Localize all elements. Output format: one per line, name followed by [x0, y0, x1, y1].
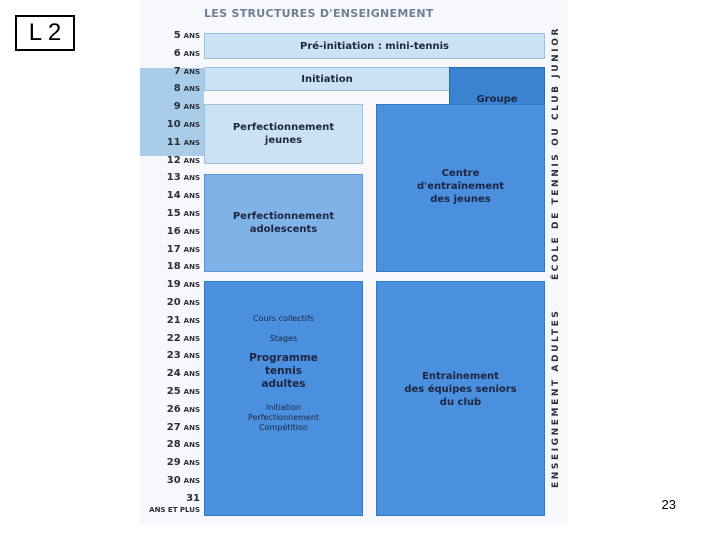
- age-row: [140, 276, 200, 294]
- groupe-avenir-line: Groupe: [476, 93, 518, 105]
- age-number: 19: [166, 279, 181, 291]
- age-number: 11: [166, 136, 181, 148]
- age-unit: ANS: [183, 227, 200, 236]
- level-item: Initiation: [265, 403, 302, 412]
- age-unit: ANS: [183, 120, 200, 129]
- age-unit: ANS: [183, 459, 200, 468]
- box-initiation: [204, 67, 450, 91]
- level-item: Compétition: [259, 423, 308, 432]
- age-unit: ANS: [183, 192, 200, 201]
- age-unit: ANS: [183, 370, 200, 379]
- perf-jeunes-line: jeunes: [264, 135, 303, 146]
- age-unit: ANS: [183, 387, 200, 396]
- age-number: 27: [166, 421, 181, 433]
- centre-line: d'entraînement: [416, 180, 504, 192]
- age-number: 15: [166, 207, 181, 219]
- age-unit: ANS: [183, 103, 200, 112]
- age-unit: ANS: [183, 156, 200, 165]
- box-centre-entrainement: [376, 104, 545, 272]
- age-row: [140, 436, 200, 454]
- stages-label: Stages: [269, 334, 298, 343]
- level-item: Perfectionnement: [247, 413, 320, 422]
- age-row: [140, 116, 200, 134]
- age-unit: ANS: [183, 67, 200, 76]
- centre-text: [417, 167, 504, 206]
- age-number: 28: [166, 439, 181, 451]
- cours-collectifs-label: Cours collectifs: [253, 314, 314, 323]
- age-unit: ANS: [183, 316, 200, 325]
- age-unit: ANS: [183, 209, 200, 218]
- age-row: [140, 27, 200, 45]
- age-unit: ANS: [183, 298, 200, 307]
- box-equipes-seniors: [376, 281, 545, 516]
- age-number: 26: [166, 403, 181, 415]
- figure-title: LES STRUCTURES D'ENSEIGNEMENT: [204, 7, 434, 20]
- teaching-structures-figure: [140, 0, 568, 525]
- age-unit: ANS: [183, 334, 200, 343]
- age-row: [140, 294, 200, 312]
- age-row: [140, 347, 200, 365]
- perf-jeunes-line: Perfectionnement: [232, 122, 335, 133]
- label-enseignement-adultes: ENSEIGNEMENT ADULTES: [551, 308, 561, 489]
- perf-ado-line: Perfectionnement: [232, 211, 335, 222]
- age-row: [140, 223, 200, 241]
- age-unit: ANS: [183, 85, 200, 94]
- age-row: [140, 241, 200, 259]
- age-unit: ANS: [183, 441, 200, 450]
- age-row: [140, 134, 200, 152]
- age-column: [140, 27, 200, 514]
- level-list: [248, 403, 319, 433]
- age-number: 13: [166, 172, 181, 184]
- age-number: 5: [173, 30, 181, 41]
- age-number: 16: [166, 225, 181, 237]
- age-number: 17: [166, 243, 181, 255]
- age-number: 31: [186, 492, 200, 504]
- age-number: 24: [166, 368, 181, 380]
- age-number: 29: [166, 457, 181, 469]
- centre-line: Centre: [441, 167, 480, 179]
- slide-label: L 2: [15, 15, 75, 51]
- age-unit: ANS: [183, 138, 200, 147]
- age-row: [140, 401, 200, 419]
- age-unit: ANS: [183, 476, 200, 485]
- seniors-text: [404, 370, 516, 409]
- age-row: [140, 312, 200, 330]
- pre-initiation-label: Pré-initiation : mini-tennis: [299, 40, 449, 52]
- label-ecole-tennis: ÉCOLE DE TENNIS OU CLUB JUNIOR: [551, 25, 561, 280]
- age-unit: ANS: [183, 263, 200, 272]
- programme-line: Programme: [249, 352, 318, 364]
- age-row: [140, 258, 200, 276]
- age-number: 30: [166, 474, 181, 486]
- age-unit: ANS: [183, 49, 200, 58]
- age-row: [140, 454, 200, 472]
- age-number: 10: [166, 118, 181, 130]
- seniors-line: du club: [439, 397, 482, 408]
- box-perf-jeunes: [204, 104, 363, 164]
- seniors-line: Entraînement: [422, 371, 499, 382]
- age-row: [140, 490, 200, 514]
- age-number: 18: [166, 261, 181, 273]
- age-number: 21: [166, 314, 181, 326]
- age-number: 7: [173, 65, 181, 77]
- page-number: 23: [661, 497, 676, 512]
- seniors-line: des équipes seniors: [404, 384, 517, 395]
- age-row: [140, 330, 200, 348]
- age-unit: ANS: [183, 281, 200, 290]
- age-row: [140, 152, 200, 170]
- age-row: [140, 169, 200, 187]
- age-row: [140, 98, 200, 116]
- initiation-label: Initiation: [301, 73, 353, 85]
- programme-line: adultes: [261, 378, 306, 390]
- age-unit: ANS: [183, 174, 200, 183]
- age-row: [140, 365, 200, 383]
- box-pre-initiation: [204, 33, 545, 59]
- age-row: [140, 63, 200, 81]
- perf-ado-line: adolescents: [249, 224, 318, 235]
- centre-line: des jeunes: [430, 193, 491, 205]
- age-row: [140, 187, 200, 205]
- age-row: [140, 45, 200, 63]
- age-number: 8: [173, 83, 181, 95]
- age-number: 6: [173, 47, 181, 59]
- age-number: 14: [166, 190, 181, 202]
- age-number: 22: [166, 332, 181, 344]
- age-row: [140, 472, 200, 490]
- age-number: 12: [166, 154, 181, 166]
- age-unit: ANS: [183, 245, 200, 254]
- age-number: 23: [166, 350, 181, 362]
- age-unit: ANS ET PLUS: [149, 505, 200, 514]
- age-number: 25: [166, 385, 181, 397]
- box-perf-ado: [204, 174, 363, 272]
- age-row: [140, 205, 200, 223]
- age-number: 20: [166, 296, 181, 308]
- programme-title: [249, 352, 318, 391]
- box-programme-adultes: [204, 281, 363, 516]
- age-row: [140, 419, 200, 437]
- age-number: 9: [173, 101, 181, 113]
- age-row: [140, 383, 200, 401]
- age-row: [140, 80, 200, 98]
- age-unit: ANS: [183, 352, 200, 361]
- age-unit: ANS: [183, 32, 200, 40]
- programme-line: tennis: [265, 365, 302, 377]
- age-unit: ANS: [183, 423, 200, 432]
- age-unit: ANS: [183, 405, 200, 414]
